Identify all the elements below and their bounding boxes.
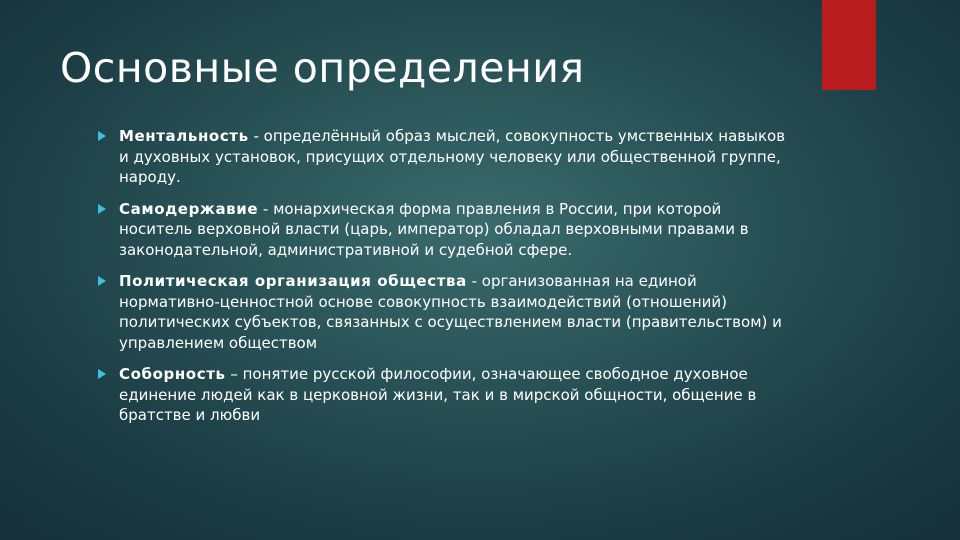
definition-text: - определённый образ мыслей, совокупность умственных навыков и духовных установок, присущих отдельному человеку или общественной группе, народу.	[119, 127, 786, 186]
definition-term: Соборность	[119, 365, 226, 383]
definition-term: Самодержавие	[119, 199, 259, 218]
definition-text: - организованная на единой нормативно-ценностной основе совокупность взаимодействий (отношений) политических субъектов, связанных с осуществлением власти (правительством) и управлением обществом	[119, 272, 782, 352]
triangle-right-icon	[98, 204, 106, 214]
triangle-right-icon	[98, 276, 106, 286]
definition-text: - монархическая форма правления в России, при которой носитель верховной власти (царь, император) обладал верховными правами в законодательной, административной и судебной сфере.	[119, 199, 749, 259]
definition-item-political-organization	[96, 271, 796, 353]
accent-bar	[822, 0, 876, 90]
slide-title: Основные определения	[60, 44, 585, 92]
definitions-list	[96, 126, 796, 437]
definition-term: Политическая организация общества	[119, 272, 467, 290]
definition-item-sobornost	[96, 364, 796, 426]
definition-item-autocracy	[96, 199, 796, 261]
definition-term: Ментальность	[119, 127, 249, 145]
triangle-right-icon	[98, 369, 106, 379]
definition-text: – понятие русской философии, означающее свободное духовное единение людей как в церковной жизни, так и в мирской общности, общение в братстве и любви	[119, 365, 757, 424]
definition-item-mentality	[96, 126, 796, 188]
triangle-right-icon	[98, 131, 106, 141]
